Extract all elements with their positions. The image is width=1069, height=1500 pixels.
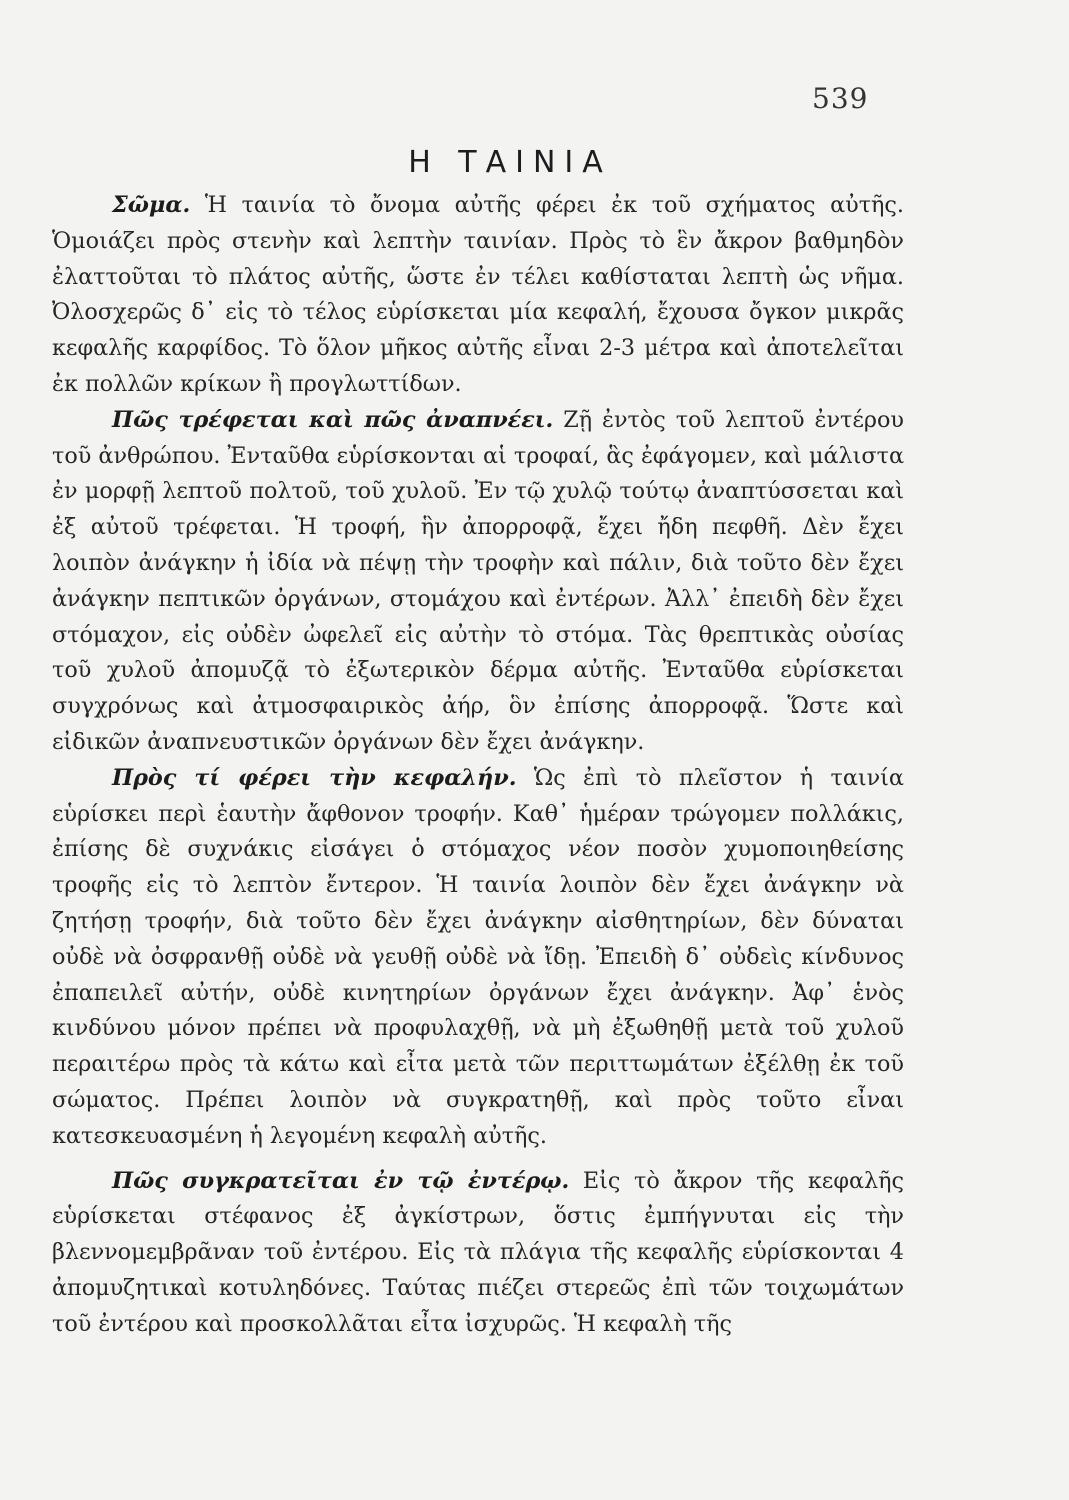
paragraph-body <box>52 188 904 403</box>
paragraph-heading-body: Σῶμα. <box>112 192 191 218</box>
paragraph-text-attachment: Εἰς τὸ ἄκρον τῆς κεφαλῆς εὑρίσκεται στέφανος ἐξ ἀγκίστρων, ὅστις ἐμπήγνυται εἰς τὴν βλεννομεμβρᾶναν τοῦ ἐντέρου. Εἰς τὰ πλάγια τῆς κεφαλῆς εὑρίσκονται 4 ἀπομυζητικαὶ κοτυληδόνες. Ταύτας πιέζει στερεῶς ἐπὶ τῶν τοιχωμάτων τοῦ ἐντέρου καὶ προσκολλᾶται εἶτα ἰσχυρῶς. Ἡ κεφαλὴ τῆς <box>52 1167 904 1337</box>
paragraph-text-body: Ἡ ταινία τὸ ὄνομα αὐτῆς φέρει ἐκ τοῦ σχήματος αὐτῆς. Ὁμοιάζει πρὸς στενὴν καὶ λεπτὴν ταινίαν. Πρὸς τὸ ἓν ἄκρον βαθμηδὸν ἐλαττοῦται τὸ πλάτος αὐτῆς, ὥστε ἐν τέλει καθίσταται λεπτὴ ὡς νῆμα. Ὀλοσχερῶς δ᾽ εἰς τὸ τέλος εὑρίσκεται μία κεφαλή, ἔχουσα ὄγκον μικρᾶς κεφαλῆς καρφίδος. Τὸ ὅλον μῆκος αὐτῆς εἶναι 2-3 μέτρα καὶ ἀποτελεῖται ἐκ πολλῶν κρίκων ἢ προγλωττίδων. <box>52 192 904 397</box>
paragraph-text-feeding: Ζῇ ἐντὸς τοῦ λεπτοῦ ἐντέρου τοῦ ἀνθρώπου. Ἐνταῦθα εὑρίσκονται αἱ τροφαί, ἃς ἐφάγομεν, καὶ μάλιστα ἐν μορφῇ λεπτοῦ πολτοῦ, τοῦ χυλοῦ. Ἐν τῷ χυλῷ τούτῳ ἀναπτύσσεται καὶ ἐξ αὐτοῦ τρέφεται. Ἡ τροφή, ἣν ἀπορροφᾷ, ἔχει ἤδη πεφθῆ. Δὲν ἔχει λοιπὸν ἀνάγκην ἡ ἰδία νὰ πέψῃ τὴν τροφὴν καὶ πάλιν, διὰ τοῦτο δὲν ἔχει ἀνάγκην πεπτικῶν ὀργάνων, στομάχου καὶ ἐντέρων. Ἀλλ᾽ ἐπειδὴ δὲν ἔχει στόμαχον, εἰς οὐδὲν ὠφελεῖ εἰς αὐτὴν τὸ στόμα. Τὰς θρεπτικὰς οὐσίας τοῦ χυλοῦ ἀπομυζᾷ τὸ ἐξωτερικὸν δέρμα αὐτῆς. Ἐνταῦθα εὑρίσκεται συγχρόνως καὶ ἀτμοσφαιρικὸς ἀήρ, ὃν ἐπίσης ἀπορροφᾷ. Ὥστε καὶ εἰδικῶν ἀναπνευστικῶν ὀργάνων δὲν ἔχει ἀνάγκην. <box>52 406 904 755</box>
paragraph-attachment <box>52 1164 904 1343</box>
body-text <box>52 188 904 1343</box>
paragraph-heading-feeding: Πῶς τρέφεται καὶ πῶς ἀναπνέει. <box>112 406 554 433</box>
paragraph-feeding-breathing <box>52 403 904 761</box>
paragraph-heading-attachment: Πῶς συγκρατεῖται ἐν τῷ ἐντέρῳ. <box>112 1167 570 1194</box>
paragraph-text-head-purpose: Ὡς ἐπὶ τὸ πλεῖστον ἡ ταινία εὑρίσκει περὶ ἑαυτὴν ἄφθονον τροφήν. Καθ᾽ ἡμέραν τρώγομεν πολλάκις, ἐπίσης δὲ συχνάκις εἰσάγει ὁ στόμαχος νέον ποσὸν χυμοποιηθείσης τροφῆς εἰς τὸ λεπτὸν ἔντερον. Ἡ ταινία λοιπὸν δὲν ἔχει ἀνάγκην νὰ ζητήσῃ τροφήν, διὰ τοῦτο δὲν ἔχει ἀνάγκην αἰσθητηρίων, δὲν δύναται οὐδὲ νὰ ὀσφρανθῇ οὐδὲ νὰ γευθῇ οὐδὲ νὰ ἴδῃ. Ἐπειδὴ δ᾽ οὐδεὶς κίνδυνος ἐπαπειλεῖ αὐτήν, οὐδὲ κινητηρίων ὀργάνων ἔχει ἀνάγκην. Ἀφ᾽ ἑνὸς κινδύνου μόνον πρέπει νὰ προφυλαχθῇ, νὰ μὴ ἐξωθηθῇ μετὰ τοῦ χυλοῦ περαιτέρω πρὸς τὰ κάτω καὶ εἶτα μετὰ τῶν περιττωμάτων ἐξέλθῃ ἐκ τοῦ σώματος. Πρέπει λοιπὸν νὰ συγκρατηθῇ, καὶ πρὸς τοῦτο εἶναι κατεσκευασμένη ἡ λεγομένη κεφαλὴ αὐτῆς. <box>52 764 904 1149</box>
page-number: 539 <box>812 82 869 115</box>
paragraph-heading-head-purpose: Πρὸς τί φέρει τὴν κεφαλήν. <box>112 764 517 791</box>
chapter-title: Η ΤΑΙΝΙΑ <box>408 145 612 180</box>
paragraph-head-purpose <box>52 761 904 1155</box>
